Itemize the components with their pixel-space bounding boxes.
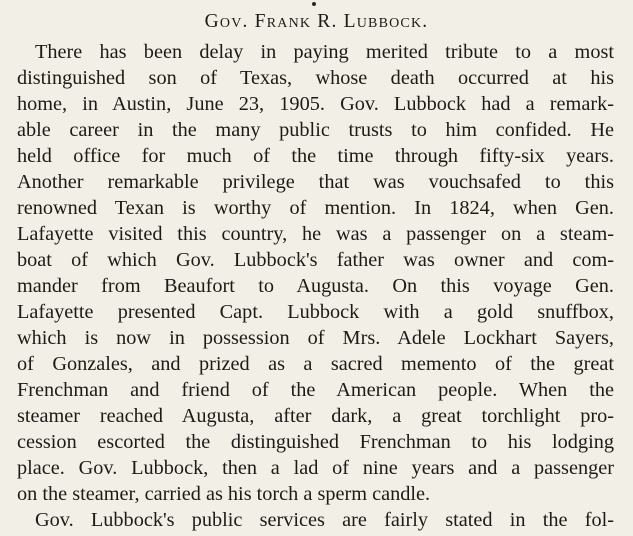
text-line: Gov. Lubbock's public services are fairly stated in the fol-: [35, 509, 614, 531]
article-title: Gov. Frank R. Lubbock.: [204, 11, 429, 32]
text-line: cession escorted the distinguished Frenchman to his lodging: [17, 431, 614, 453]
text-line: home, in Austin, June 23, 1905. Gov. Lubbock had a remark-: [17, 93, 614, 115]
text-line: place. Gov. Lubbock, then a lad of nine years and a passenger: [17, 457, 614, 479]
text-line: able career in the many public trusts to him confided. He: [17, 119, 614, 141]
text-line: There has been delay in paying merited tribute to a most: [35, 41, 614, 63]
ink-dot: [312, 2, 316, 6]
text-line: Lafayette visited this country, he was a passenger on a steam-: [17, 223, 614, 245]
text-line: held office for much of the time through fifty-six years.: [17, 145, 614, 167]
text-line: which is now in possession of Mrs. Adele Lockhart Sayers,: [17, 327, 614, 349]
text-line: Frenchman and friend of the American people. When the: [17, 379, 614, 401]
text-line: on the steamer, carried as his torch a sperm candle.: [17, 483, 431, 505]
text-line: steamer reached Augusta, after dark, a great torchlight pro-: [17, 405, 614, 427]
text-line: boat of which Gov. Lubbock's father was owner and com-: [17, 249, 614, 271]
text-line: Another remarkable privilege that was vouchsafed to this: [17, 171, 614, 193]
text-line: of Gonzales, and prized as a sacred memento of the great: [17, 353, 614, 375]
text-line: distinguished son of Texas, whose death occurred at his: [17, 67, 614, 89]
text-line: renowned Texan is worthy of mention. In 1824, when Gen.: [17, 197, 614, 219]
text-line: Lafayette presented Capt. Lubbock with a gold snuffbox,: [17, 301, 614, 323]
text-line: mander from Beaufort to Augusta. On this voyage Gen.: [17, 275, 614, 297]
